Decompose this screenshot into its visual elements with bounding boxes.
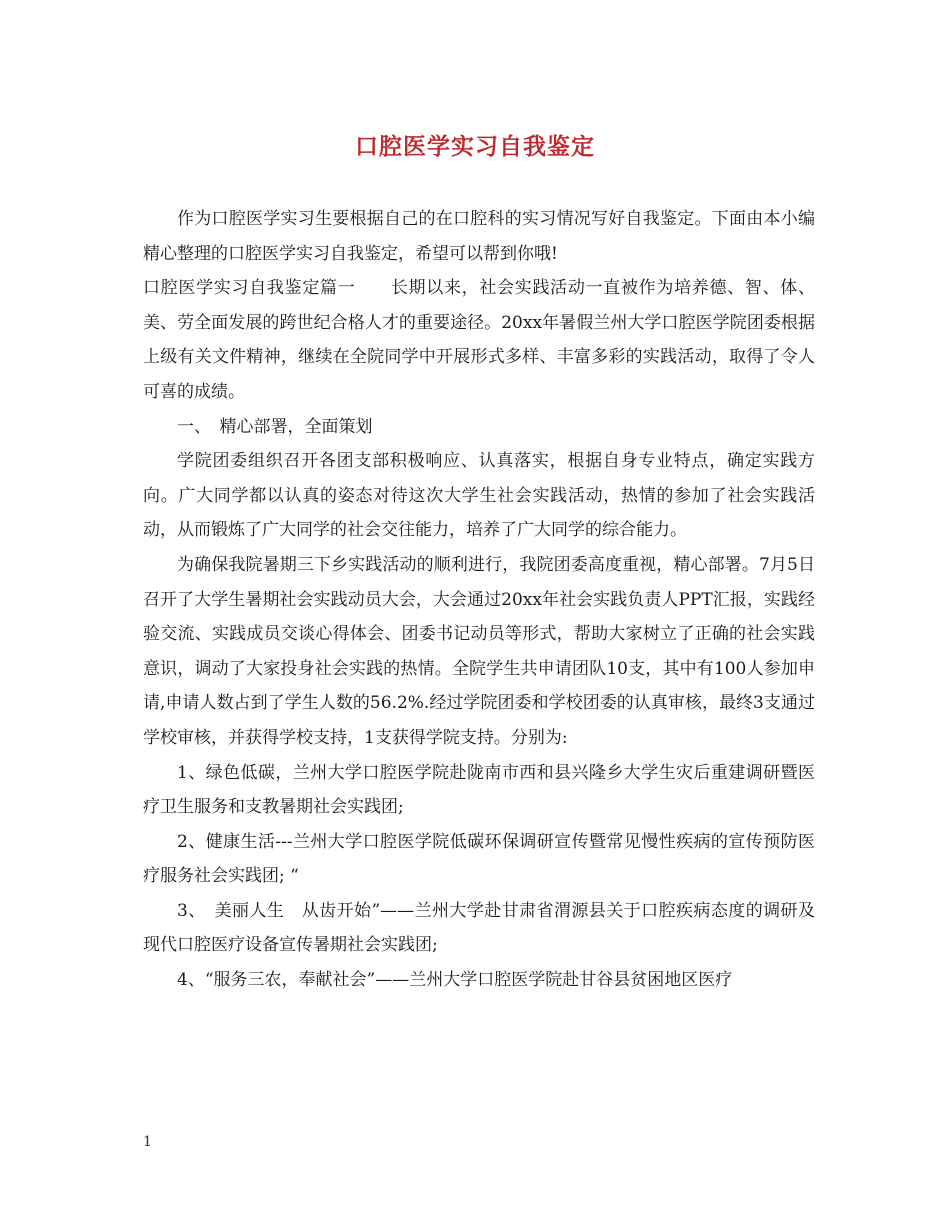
paragraph-intro: 作为口腔医学实习生要根据自己的在口腔科的实习情况写好自我鉴定。下面由本小编精心整理的口腔医学实习自我鉴定，希望可以帮到你哦! [143, 209, 815, 264]
list-item-3: 3、 美丽人生 从齿开始”——兰州大学赴甘肃省渭源县关于口腔疾病态度的调研及现代口腔医疗设备宣传暑期社会实践团; [143, 900, 815, 956]
document-body [143, 202, 815, 998]
list-item-2: 2、健康生活---兰州大学口腔医学院低碳环保调研宣传暨常见慢性疾病的宣传预防医疗服务社会实践团; “ [143, 831, 815, 887]
document-title: 口腔医学实习自我鉴定 [355, 133, 595, 160]
paragraph-part-one: 口腔医学实习自我鉴定篇一 长期以来，社会实践活动一直被作为培养德、智、体、美、劳全面发展的跨世纪合格人才的重要途径。20xx年暑假兰州大学口腔医学院团委根据上级有关文件精神，继续在全院同学中开展形式多样、丰富多彩的实践活动，取得了令人可喜的成绩。 [143, 278, 815, 402]
paragraph-deployment: 为确保我院暑期三下乡实践活动的顺利进行，我院团委高度重视，精心部署。7月5日召开了大学生暑期社会实践动员大会，大会通过20xx年社会实践负责人PPT汇报，实践经验交流、实践成员交谈心得体会、团委书记动员等形式，帮助大家树立了正确的社会实践意识，调动了大家投身社会实践的热情。全院学生共申请团队10支，其中有100人参加申请,申请人数占到了学生人数的56.2%.经过学院团委和学校团委的认真审核，最终3支通过学校审核，并获得学校支持，1支获得学院支持。分别为: [143, 554, 815, 748]
section-heading: 一、 精心部署，全面策划 [177, 416, 373, 437]
page-number: 1 [143, 1134, 152, 1150]
list-item-1: 1、绿色低碳，兰州大学口腔医学院赴陇南市西和县兴隆乡大学生灾后重建调研暨医疗卫生服务和支教暑期社会实践团; [143, 762, 815, 818]
list-item-4: 4、“服务三农，奉献社会”——兰州大学口腔医学院赴甘谷县贫困地区医疗 [177, 970, 733, 991]
paragraph-organization: 学院团委组织召开各团支部积极响应、认真落实，根据自身专业特点，确定实践方向。广大同学都以认真的姿态对待这次大学生社会实践活动，热情的参加了社会实践活动，从而锻炼了广大同学的社会交往能力，培养了广大同学的综合能力。 [143, 451, 815, 541]
